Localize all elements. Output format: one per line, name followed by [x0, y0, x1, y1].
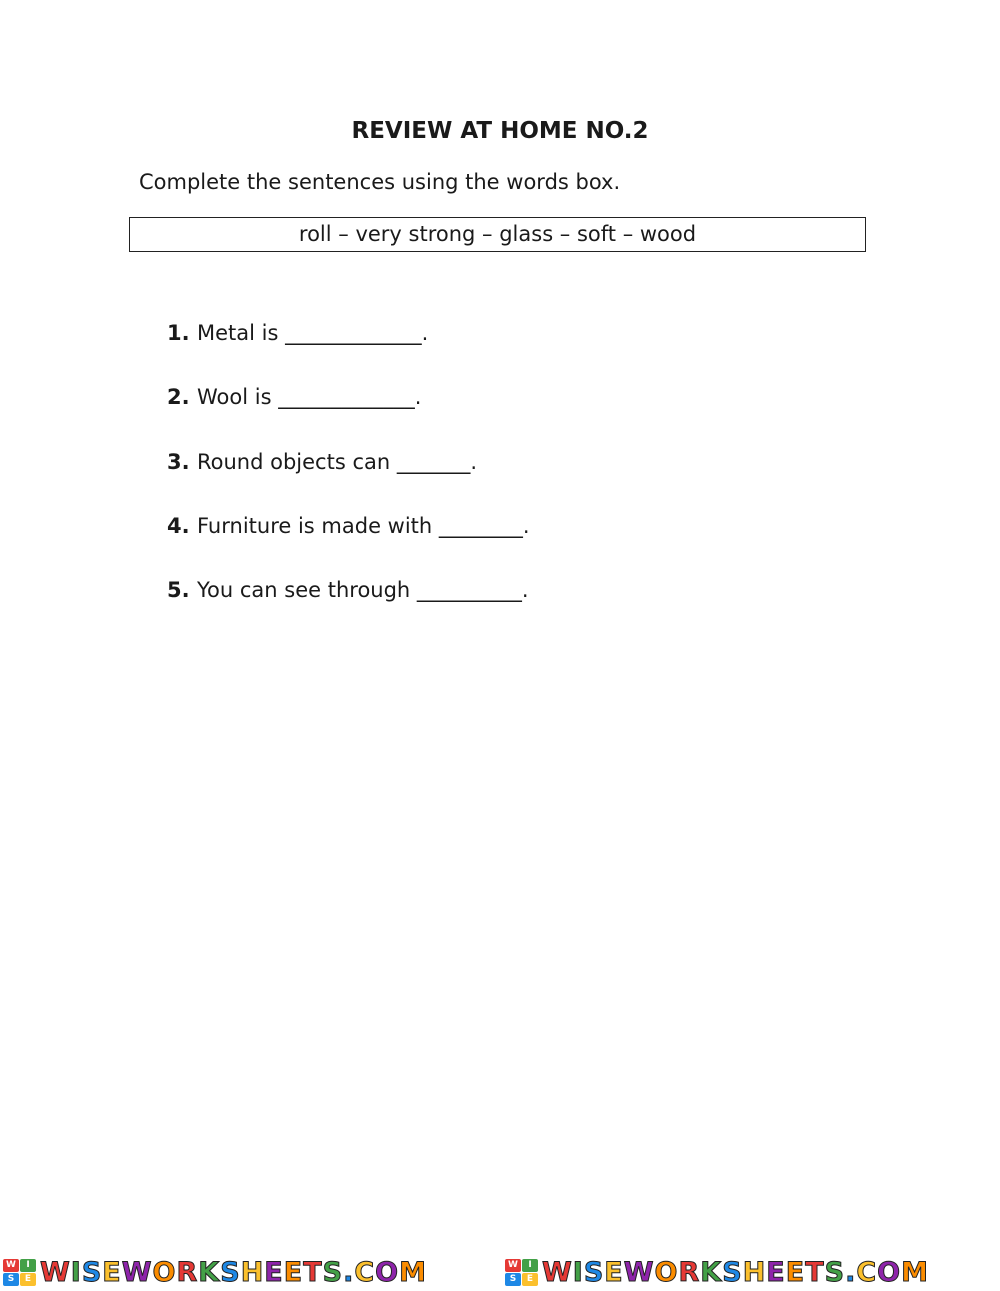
logo-letter: W: [505, 1259, 521, 1272]
question-text: You can see through __________.: [197, 578, 529, 603]
logo-letter: E: [522, 1273, 538, 1286]
question-number: 5.: [167, 578, 190, 603]
question-text: Metal is _____________.: [197, 321, 429, 345]
wiseworksheets-logo-icon: [3, 1259, 36, 1286]
question-text: Wool is _____________.: [197, 385, 422, 410]
question-item: [167, 382, 530, 446]
logo-letter: I: [20, 1259, 36, 1272]
word-box: roll – very strong – glass – soft – wood: [129, 217, 866, 252]
instruction-text: Complete the sentences using the words box.: [139, 170, 621, 194]
page-title: REVIEW AT HOME NO.2: [351, 118, 649, 144]
question-item: [167, 511, 530, 575]
question-text: Furniture is made with ________.: [197, 513, 530, 538]
question-item: [167, 318, 530, 382]
watermark-footer: [0, 1253, 1000, 1291]
question-number: 3.: [167, 449, 190, 474]
watermark-text: WISEWORKSHEETS.COM: [542, 1256, 929, 1288]
question-number: 2.: [167, 385, 190, 410]
logo-letter: I: [522, 1259, 538, 1272]
question-text: Round objects can _______.: [197, 449, 478, 474]
question-item: [167, 447, 530, 511]
question-number: 1.: [167, 321, 190, 345]
watermark-right: [505, 1253, 929, 1291]
logo-letter: W: [3, 1259, 19, 1272]
wiseworksheets-logo-icon: [505, 1259, 538, 1286]
question-list: [167, 318, 530, 639]
logo-letter: S: [505, 1273, 521, 1286]
question-number: 4.: [167, 513, 190, 538]
question-item: [167, 575, 530, 639]
logo-letter: S: [3, 1273, 19, 1286]
watermark-text: WISEWORKSHEETS.COM: [40, 1256, 427, 1288]
watermark-left: [3, 1253, 427, 1291]
logo-letter: E: [20, 1273, 36, 1286]
